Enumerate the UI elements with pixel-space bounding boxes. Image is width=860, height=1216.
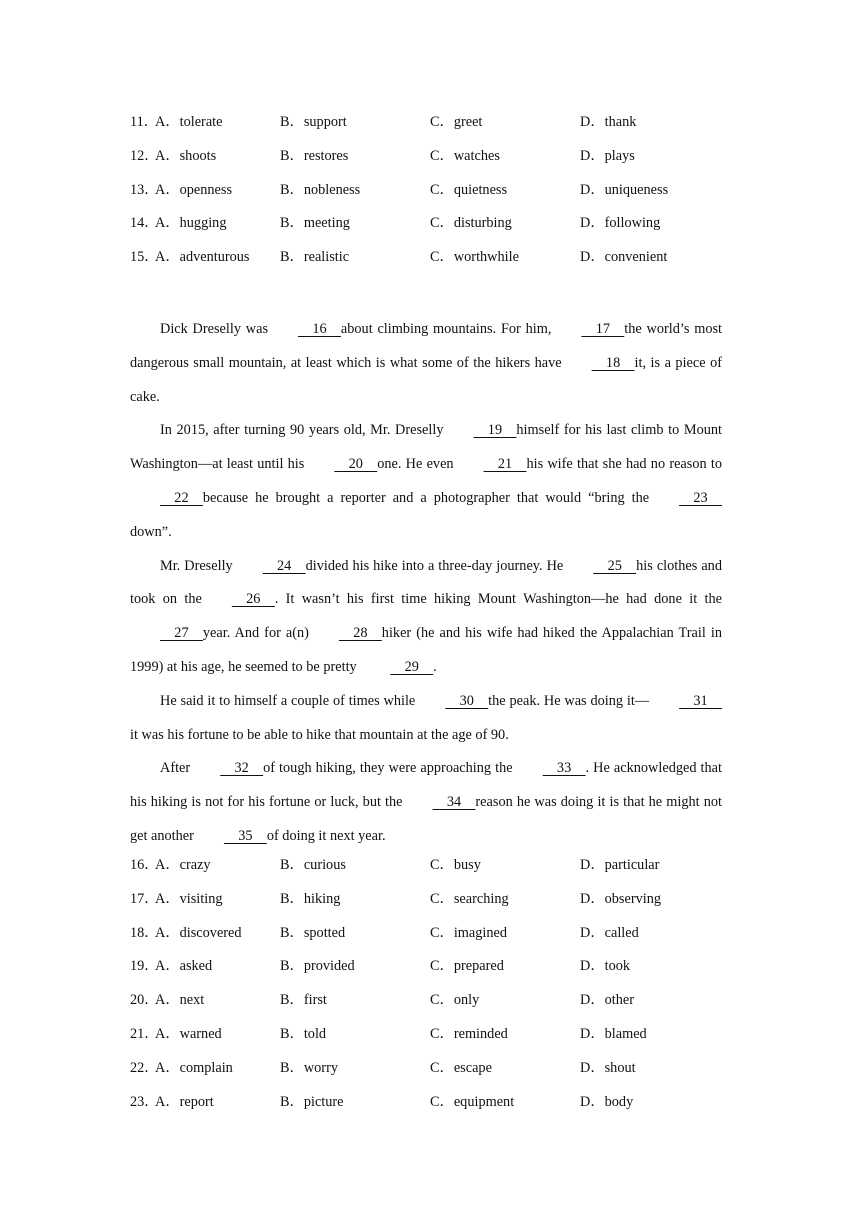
- option-d: D．convenient: [580, 249, 668, 266]
- options-list-11-15: [130, 112, 750, 281]
- option-b: B．spotted: [280, 924, 346, 941]
- question-number: 12．: [130, 147, 159, 164]
- passage-text: He said it to himself a couple of times while: [160, 692, 416, 709]
- passage-text: . It wasn’t his first time hiking Mount Washington—he had done it the: [274, 591, 722, 608]
- passage-text: Dick Dreselly was: [160, 321, 269, 337]
- question-row: [130, 855, 750, 889]
- passage-text: down”.: [130, 523, 172, 540]
- option-c: C．watches: [430, 147, 500, 164]
- question-number: 17．: [130, 890, 159, 907]
- option-b: B．worry: [280, 1059, 338, 1076]
- blank-number: 33: [542, 760, 586, 777]
- question-number: 11．: [130, 114, 159, 130]
- passage-text: divided his hike into a three-day journey. He: [305, 557, 564, 574]
- blank-number: 17: [581, 321, 625, 337]
- blank-number: 18: [591, 354, 635, 371]
- option-d: D．particular: [580, 857, 660, 873]
- question-row: [130, 180, 750, 214]
- question-row: [130, 146, 750, 180]
- passage-text: it, is a piece of cake.: [130, 354, 722, 405]
- blank-number: 27: [160, 625, 203, 642]
- cloze-passage: [130, 313, 722, 854]
- blank-number: 24: [262, 557, 306, 574]
- option-d: D．following: [580, 215, 661, 232]
- question-row: [130, 1058, 750, 1092]
- option-d: D．other: [580, 992, 634, 1009]
- question-number: 21．: [130, 1025, 159, 1042]
- passage-paragraph: [130, 313, 722, 414]
- question-row: [130, 889, 750, 923]
- option-c: C．searching: [430, 890, 509, 907]
- passage-text: of tough hiking, they were approaching the: [263, 760, 513, 777]
- option-b: B．nobleness: [280, 181, 361, 198]
- option-b: B．provided: [280, 958, 355, 975]
- blank-number: 23: [679, 489, 722, 506]
- options-list-16-23: [130, 855, 750, 1125]
- option-b: B．told: [280, 1025, 327, 1042]
- passage-text: his wife that she had no reason to: [526, 456, 722, 473]
- passage-text: .: [433, 658, 437, 675]
- option-a: A．hugging: [155, 215, 227, 232]
- passage-text: In 2015, after turning 90 years old, Mr. Dreselly: [160, 422, 444, 439]
- passage-paragraph: [130, 752, 722, 853]
- option-a: A．complain: [155, 1059, 233, 1076]
- option-c: C．greet: [430, 114, 483, 130]
- option-a: A．visiting: [155, 890, 223, 907]
- option-d: D．plays: [580, 147, 635, 164]
- option-a: A．adventurous: [155, 249, 250, 266]
- passage-text: one. He even: [377, 456, 454, 473]
- option-d: D．called: [580, 924, 639, 941]
- passage-text: himself for his last climb to Mount Washington—at least until his: [130, 422, 722, 473]
- passage-text: about climbing mountains. For him,: [340, 321, 552, 337]
- question-row: [130, 213, 750, 247]
- blank-number: 35: [223, 827, 267, 844]
- question-number: 14．: [130, 215, 159, 232]
- option-b: B．hiking: [280, 890, 341, 907]
- question-number: 23．: [130, 1093, 159, 1110]
- option-d: D．uniqueness: [580, 181, 669, 198]
- option-c: C．prepared: [430, 958, 504, 975]
- option-c: C．busy: [430, 857, 481, 873]
- question-row: [130, 1024, 750, 1058]
- option-a: A．next: [155, 992, 205, 1009]
- option-d: D．thank: [580, 114, 637, 130]
- passage-text: Mr. Dreselly: [160, 557, 233, 574]
- blank-number: 32: [220, 760, 264, 777]
- passage-text: hiker (he and his wife had hiked the Appalachian Trail in 1999) at his age, he seemed to be pretty: [130, 625, 722, 675]
- option-b: B．realistic: [280, 249, 350, 266]
- option-a: A．report: [155, 1093, 214, 1110]
- option-a: A．shoots: [155, 147, 217, 164]
- option-d: D．observing: [580, 890, 662, 907]
- question-number: 18．: [130, 924, 159, 941]
- blank-number: 28: [338, 625, 382, 642]
- option-b: B．support: [280, 114, 347, 130]
- passage-text: the world’s most dangerous small mountain, at least which is what some of the hikers have: [130, 321, 723, 371]
- option-c: C．quietness: [430, 181, 508, 198]
- option-b: B．curious: [280, 857, 346, 873]
- passage-text: reason he was doing it is that he might not get another: [130, 794, 722, 844]
- option-d: D．shout: [580, 1059, 636, 1076]
- question-row: [130, 990, 750, 1024]
- blank-number: 22: [160, 489, 203, 506]
- option-a: A．tolerate: [155, 114, 223, 130]
- question-row: [130, 112, 750, 146]
- option-a: A．discovered: [155, 924, 242, 941]
- option-a: A．asked: [155, 958, 213, 975]
- blank-number: 31: [679, 692, 722, 709]
- passage-text: the peak. He was doing it—: [488, 692, 650, 709]
- blank-number: 26: [231, 591, 275, 608]
- passage-paragraph: [130, 414, 722, 549]
- option-a: A．openness: [155, 181, 233, 198]
- blank-number: 19: [473, 422, 517, 439]
- question-number: 15．: [130, 249, 159, 266]
- option-c: C．worthwhile: [430, 249, 519, 266]
- blank-number: 25: [593, 557, 637, 574]
- option-d: D．took: [580, 958, 631, 975]
- option-a: A．warned: [155, 1025, 222, 1042]
- option-c: C．only: [430, 992, 480, 1009]
- option-b: B．first: [280, 992, 327, 1009]
- passage-paragraph: [130, 685, 722, 753]
- passage-text: it was his fortune to be able to hike that mountain at the age of 90.: [130, 726, 509, 743]
- passage-text: . He acknowledged that his hiking is not for his fortune or luck, but the: [130, 760, 722, 811]
- passage-text: his clothes and took on the: [130, 557, 722, 608]
- question-number: 20．: [130, 992, 159, 1009]
- question-row: [130, 247, 750, 281]
- option-c: C．reminded: [430, 1025, 508, 1042]
- option-c: C．equipment: [430, 1093, 515, 1110]
- option-b: B．restores: [280, 147, 349, 164]
- option-c: C．disturbing: [430, 215, 512, 232]
- passage-text: because he brought a reporter and a photographer that would “bring the: [202, 489, 650, 506]
- question-number: 19．: [130, 958, 159, 975]
- blank-number: 29: [390, 658, 434, 675]
- passage-text: After: [160, 760, 191, 777]
- option-d: D．body: [580, 1093, 634, 1110]
- option-b: B．meeting: [280, 215, 350, 232]
- option-d: D．blamed: [580, 1025, 647, 1042]
- option-a: A．crazy: [155, 857, 211, 873]
- question-number: 16．: [130, 857, 159, 873]
- blank-number: 16: [298, 321, 341, 337]
- passage-text: of doing it next year.: [266, 827, 386, 844]
- blank-number: 30: [445, 692, 489, 709]
- blank-number: 20: [334, 456, 378, 473]
- passage-paragraph: [130, 550, 722, 685]
- question-number: 13．: [130, 181, 159, 198]
- option-c: C．imagined: [430, 924, 508, 941]
- blank-number: 34: [432, 794, 476, 811]
- question-row: [130, 956, 750, 990]
- question-row: [130, 1092, 750, 1126]
- question-row: [130, 923, 750, 957]
- option-c: C．escape: [430, 1059, 492, 1076]
- passage-text: year. And for a(n): [202, 625, 309, 642]
- blank-number: 21: [483, 456, 527, 473]
- option-b: B．picture: [280, 1093, 344, 1110]
- question-number: 22．: [130, 1059, 159, 1076]
